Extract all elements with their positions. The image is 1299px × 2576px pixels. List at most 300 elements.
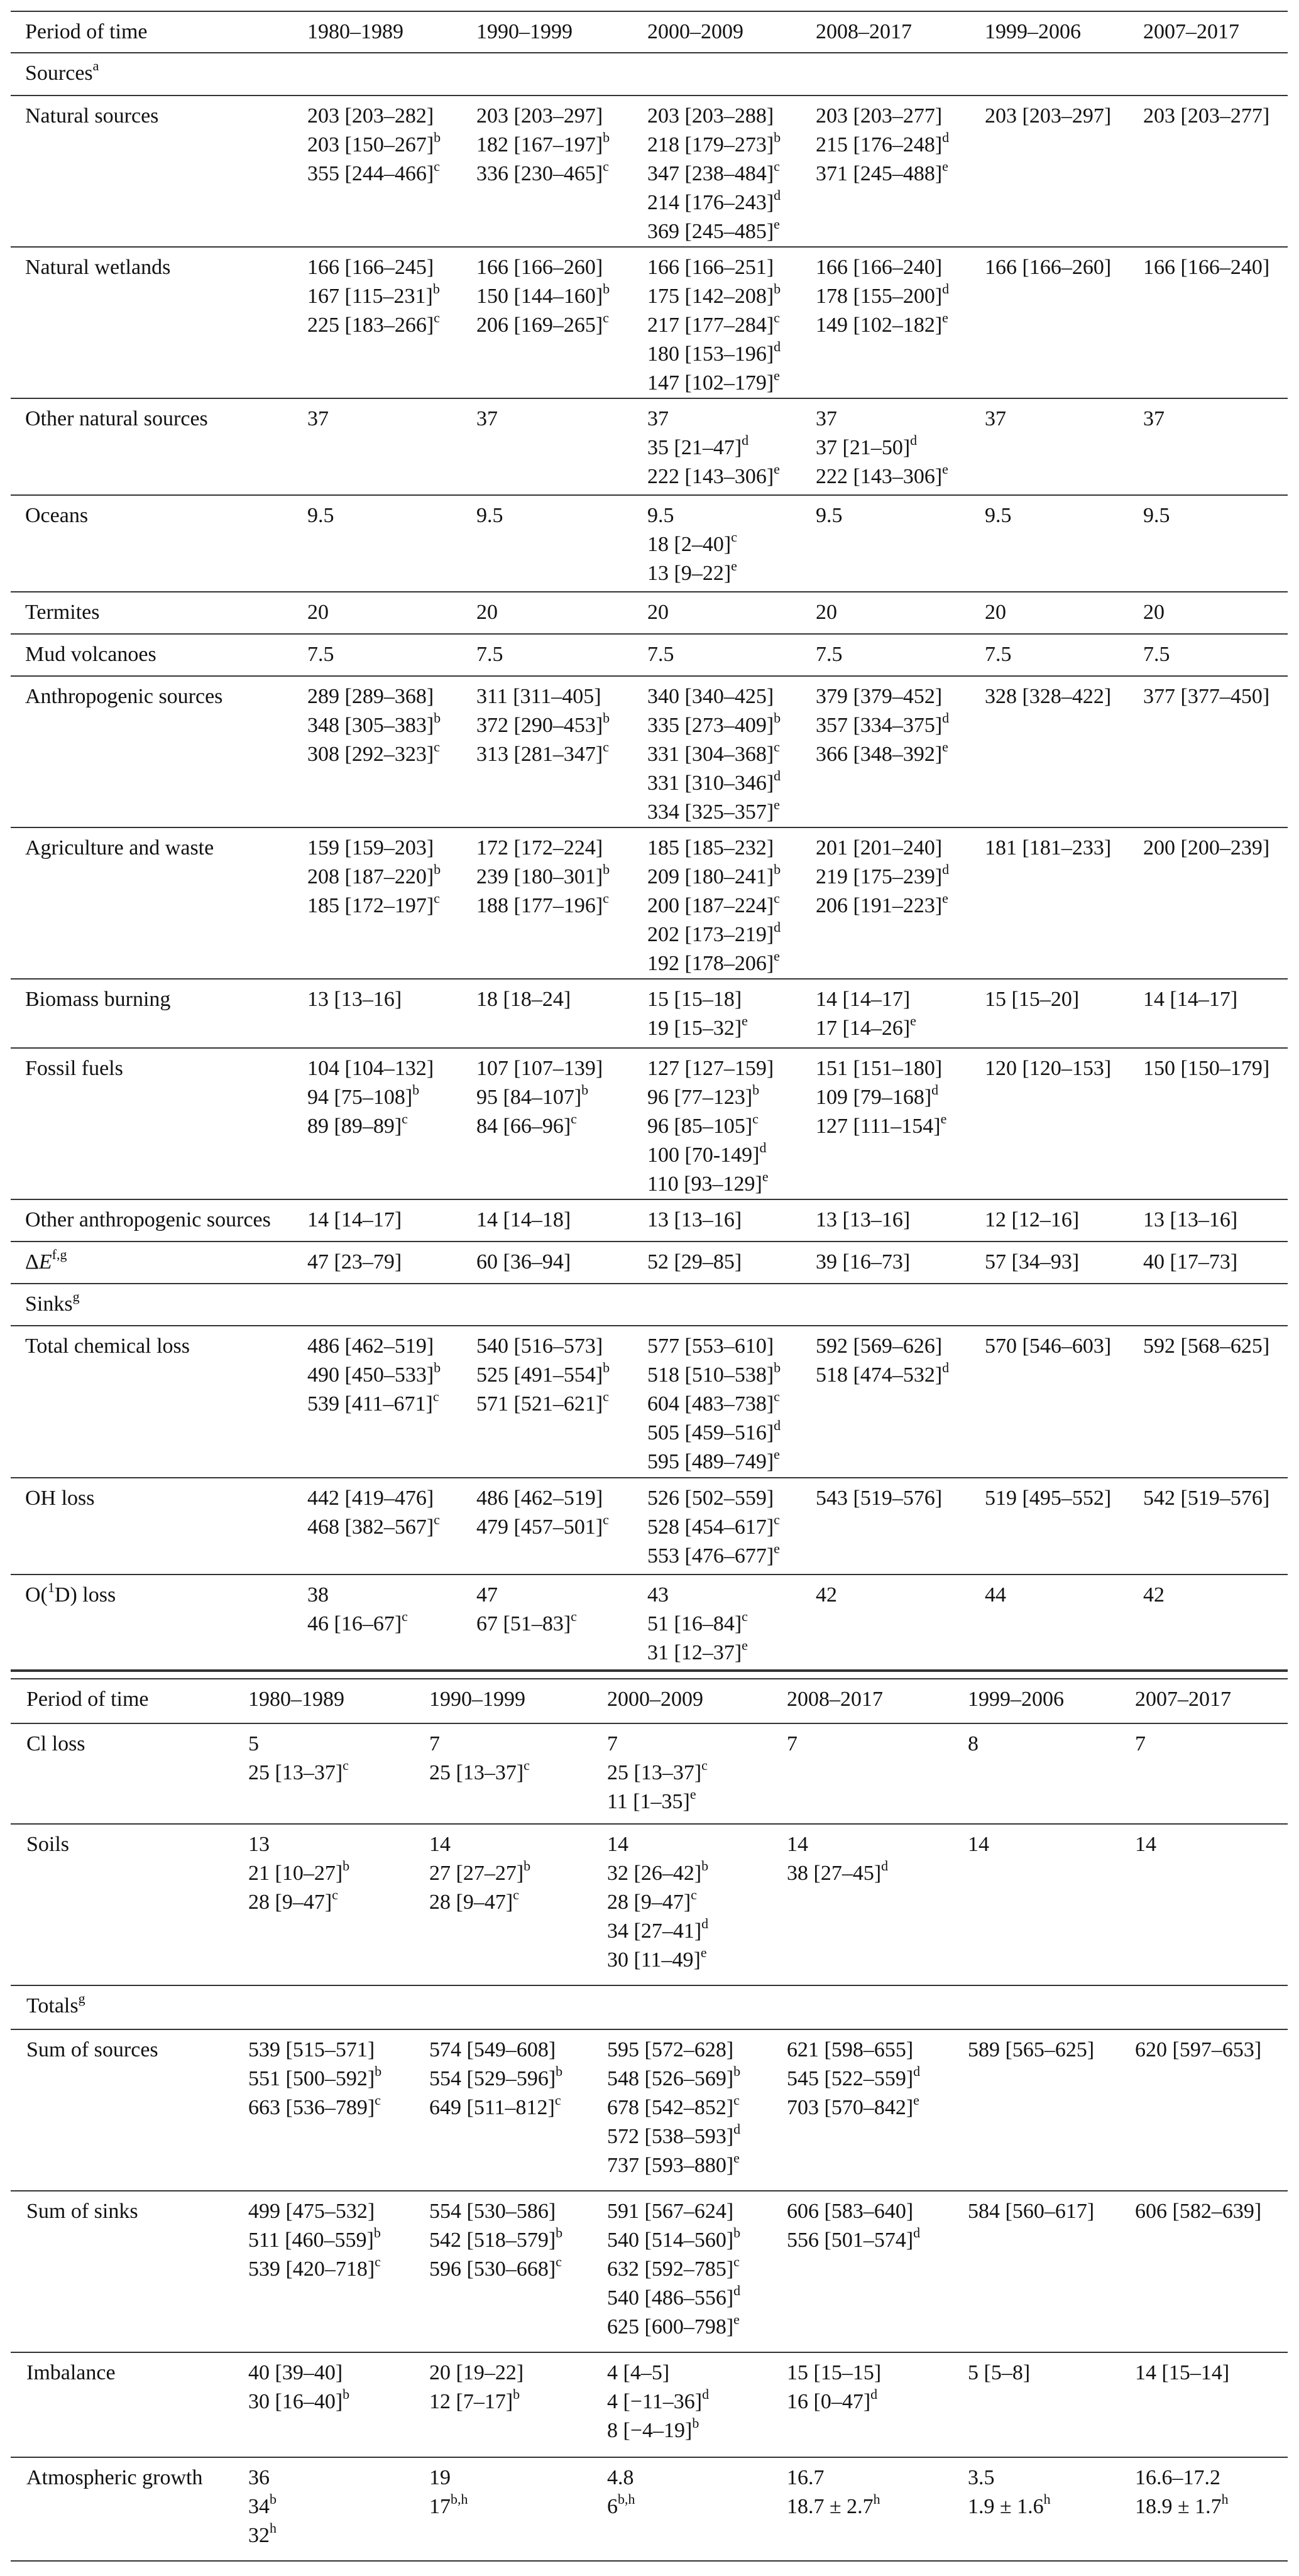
row-label xyxy=(25,834,214,863)
value-cell xyxy=(1143,1206,1237,1235)
table-row xyxy=(11,828,1288,980)
value-cell xyxy=(787,2197,920,2255)
value-cell xyxy=(1143,1054,1269,1083)
value-text: 9.5 xyxy=(816,504,843,527)
footnote-marker: h xyxy=(873,2491,880,2507)
row-label xyxy=(26,1830,69,1859)
table-row xyxy=(11,1200,1288,1242)
table-row xyxy=(11,2353,1288,2458)
value-line xyxy=(1135,2197,1261,2226)
value-text: 9.5 xyxy=(476,504,503,527)
header-period: 1980–1989 xyxy=(248,1688,344,1711)
value-line xyxy=(647,920,781,949)
value-cell xyxy=(476,640,503,669)
value-line xyxy=(1135,2359,1229,2388)
value-cell xyxy=(816,1248,910,1277)
footnote-marker: b xyxy=(523,1857,531,1874)
value-text: 166 [166–260] xyxy=(476,256,603,279)
footnote-marker: d xyxy=(942,129,950,145)
value-cell xyxy=(968,1830,989,1859)
budget-table-part-1 xyxy=(11,11,1288,1672)
value-line xyxy=(248,2464,277,2492)
value-cell xyxy=(1143,102,1269,131)
value-line xyxy=(476,1083,603,1112)
value-line xyxy=(647,188,781,217)
value-line xyxy=(607,1888,708,1917)
value-line xyxy=(1143,1054,1269,1083)
value-text: 528 [454–617] xyxy=(647,1515,774,1539)
value-text: 442 [419–476] xyxy=(307,1487,434,1510)
value-text: 545 [522–559] xyxy=(787,2067,914,2090)
value-line xyxy=(248,1759,349,1787)
value-line xyxy=(647,530,737,559)
value-text: 166 [166–240] xyxy=(1143,256,1270,279)
value-text: 40 [17–73] xyxy=(1143,1250,1238,1274)
value-text: 215 [176–248] xyxy=(816,133,943,156)
footnote-marker: e xyxy=(774,367,780,383)
value-text: 225 [183–266] xyxy=(307,314,434,337)
footnote-marker: d xyxy=(774,919,781,935)
value-line xyxy=(307,1390,441,1419)
value-line xyxy=(647,1083,774,1112)
value-cell xyxy=(429,1830,530,1917)
value-line xyxy=(607,1917,708,1946)
value-cell xyxy=(816,985,916,1043)
footnote-marker: d xyxy=(701,1915,709,1931)
value-line xyxy=(816,462,948,491)
value-cell xyxy=(968,2359,1030,2388)
value-cell xyxy=(647,102,781,246)
value-line xyxy=(607,2122,740,2151)
value-text: 147 [102–179] xyxy=(647,371,774,395)
value-text: 40 [39–40] xyxy=(248,2361,343,2384)
value-line xyxy=(787,1730,797,1759)
value-text: 7 xyxy=(607,1732,618,1755)
value-line xyxy=(248,1859,349,1888)
value-text: 14 [14–18] xyxy=(476,1208,571,1231)
value-line xyxy=(248,2255,381,2284)
value-text: 44 xyxy=(985,1583,1006,1607)
footnote-marker: e xyxy=(774,796,780,812)
footnote-marker: b xyxy=(432,280,440,297)
value-text: 84 [66–96] xyxy=(476,1115,571,1138)
value-text: 347 [238–484] xyxy=(647,162,774,185)
value-text: 20 xyxy=(816,601,837,624)
value-text: 222 [143–306] xyxy=(816,465,943,488)
value-cell xyxy=(429,2359,523,2416)
value-text: 548 [526–569] xyxy=(607,2067,734,2090)
value-text: 28 [9–47] xyxy=(429,1891,513,1914)
value-line xyxy=(307,405,329,434)
footnote-marker: c xyxy=(603,738,609,755)
value-line xyxy=(647,834,781,863)
value-line xyxy=(647,1248,742,1277)
value-text: 100 [70-149] xyxy=(647,1143,760,1167)
table-header-row xyxy=(11,1679,1288,1724)
value-line xyxy=(1143,598,1165,627)
value-line xyxy=(985,682,1111,711)
value-line xyxy=(476,892,610,920)
footnote-marker: b xyxy=(556,2063,563,2079)
value-line xyxy=(787,2226,920,2255)
value-line xyxy=(816,102,949,131)
value-text: 25 [13–37] xyxy=(429,1761,524,1784)
value-line xyxy=(1143,1581,1165,1610)
value-line xyxy=(307,892,441,920)
value-text: 209 [180–241] xyxy=(647,865,774,888)
value-cell xyxy=(816,405,948,491)
value-text: 203 [203–277] xyxy=(816,104,943,128)
footnote-marker: d xyxy=(942,1359,950,1375)
footnote-marker: c xyxy=(571,1608,577,1624)
value-line xyxy=(429,2036,562,2065)
value-text: 7.5 xyxy=(985,643,1012,666)
value-text: 37 xyxy=(1143,407,1165,430)
value-text: 377 [377–450] xyxy=(1143,685,1270,708)
value-text: 203 [203–282] xyxy=(307,104,434,128)
value-line xyxy=(647,131,781,160)
value-line xyxy=(1143,1332,1269,1361)
footnote-marker: e xyxy=(733,2149,740,2166)
footnote-marker: c xyxy=(556,2253,562,2269)
value-text: 556 [501–574] xyxy=(787,2229,914,2252)
value-line xyxy=(1143,405,1165,434)
footnote-marker: h xyxy=(270,2519,277,2536)
row-label xyxy=(25,59,99,88)
table-row xyxy=(11,1049,1288,1200)
value-text: 13 [13–16] xyxy=(1143,1208,1238,1231)
value-line xyxy=(816,434,948,462)
value-line xyxy=(307,253,440,282)
value-line xyxy=(248,1830,349,1859)
value-text: 372 [290–453] xyxy=(476,714,603,737)
label-text: Soils xyxy=(26,1833,70,1856)
value-text: 632 [592–785] xyxy=(607,2257,734,2281)
value-text: 42 xyxy=(816,1583,837,1607)
value-line xyxy=(647,1112,774,1141)
value-cell xyxy=(816,1054,946,1141)
value-line xyxy=(307,740,441,769)
footnote-marker: e xyxy=(733,2311,740,2327)
value-cell xyxy=(307,501,334,530)
value-text: 7.5 xyxy=(647,643,674,666)
value-cell xyxy=(1135,2036,1261,2065)
footnote-marker: b,h xyxy=(451,2491,468,2507)
footnote-marker: b,h xyxy=(618,2491,635,2507)
value-line xyxy=(816,1054,946,1083)
value-cell xyxy=(787,2464,880,2521)
value-line xyxy=(968,2464,1051,2492)
value-text: 14 [15–14] xyxy=(1135,2361,1230,2384)
value-line xyxy=(985,501,1012,530)
label-text: Atmospheric growth xyxy=(26,2466,203,2489)
value-cell xyxy=(307,1332,441,1419)
value-line xyxy=(647,559,737,588)
value-text: 5 [5–8] xyxy=(968,2361,1031,2384)
value-line xyxy=(1143,253,1269,282)
footnote-marker: 1 xyxy=(47,1579,55,1595)
value-line xyxy=(607,2093,740,2122)
value-line xyxy=(1143,1484,1269,1513)
value-cell xyxy=(968,1730,978,1759)
value-text: 17 [14–26] xyxy=(816,1017,911,1040)
footnote-marker: c xyxy=(742,1608,748,1624)
footnote-marker: c xyxy=(731,528,737,545)
value-text: 30 [16–40] xyxy=(248,2390,343,2413)
value-line xyxy=(985,985,1079,1014)
value-line xyxy=(816,598,837,627)
footnote-marker: c xyxy=(432,1388,439,1404)
footnote-marker: g xyxy=(72,1288,80,1304)
value-line xyxy=(985,598,1006,627)
value-text: 16.7 xyxy=(787,2466,825,2489)
value-cell xyxy=(647,1206,742,1235)
label-text: Mud volcanoes xyxy=(25,643,156,666)
value-text: 38 [27–45] xyxy=(787,1862,882,1885)
footnote-marker: c xyxy=(733,2253,740,2269)
footnote-marker: b xyxy=(373,2224,381,2240)
value-text: 175 [142–208] xyxy=(647,285,774,308)
value-line xyxy=(307,282,440,311)
value-cell xyxy=(429,2464,468,2521)
value-line xyxy=(248,2492,277,2521)
value-cell xyxy=(647,985,748,1043)
row-label xyxy=(25,1290,80,1319)
footnote-marker: b xyxy=(774,861,781,877)
value-text: 328 [328–422] xyxy=(985,685,1112,708)
label-text: Sum of sources xyxy=(26,2038,158,2061)
footnote-marker: d xyxy=(931,1081,939,1098)
value-cell xyxy=(647,501,737,588)
value-line xyxy=(647,369,781,398)
value-line xyxy=(476,1513,609,1542)
value-text: 11 [1–35] xyxy=(607,1790,690,1813)
footnote-marker: c xyxy=(523,1757,530,1773)
value-text: 51 [16–84] xyxy=(647,1612,742,1635)
value-text: 592 [568–625] xyxy=(1143,1334,1270,1358)
value-cell xyxy=(429,2197,562,2284)
footnote-marker: b xyxy=(343,1857,350,1874)
value-line xyxy=(429,1830,530,1859)
value-text: 47 [23–79] xyxy=(307,1250,402,1274)
table-body-part-1 xyxy=(11,53,1288,1672)
value-text: 25 [13–37] xyxy=(607,1761,702,1784)
value-line xyxy=(1143,640,1170,669)
value-line xyxy=(787,2093,920,2122)
header-period: 2000–2009 xyxy=(647,20,743,43)
value-text: 27 [27–27] xyxy=(429,1862,524,1885)
footnote-marker: b xyxy=(752,1081,760,1098)
value-text: 9.5 xyxy=(1143,504,1170,527)
footnote-marker: e xyxy=(942,738,948,755)
value-text: 571 [521–621] xyxy=(476,1392,603,1416)
value-line xyxy=(647,1170,774,1199)
value-text: 166 [166–251] xyxy=(647,256,774,279)
footnote-marker: g xyxy=(78,1990,85,2006)
footnote-marker: b xyxy=(692,2415,699,2431)
value-line xyxy=(647,160,781,188)
value-text: 505 [459–516] xyxy=(647,1421,774,1444)
value-cell xyxy=(968,2197,1094,2226)
value-cell xyxy=(1143,640,1170,669)
value-line xyxy=(968,2359,1030,2388)
value-text: 331 [304–368] xyxy=(647,743,774,766)
value-text: 7 xyxy=(1135,1732,1146,1755)
header-period: 2007–2017 xyxy=(1143,20,1239,43)
value-cell xyxy=(476,834,610,920)
header-label: Period of time xyxy=(26,1688,149,1711)
value-cell xyxy=(985,501,1012,530)
value-text: 606 [583–640] xyxy=(787,2200,914,2223)
value-line xyxy=(647,892,781,920)
value-cell xyxy=(647,682,781,827)
value-line xyxy=(1135,1730,1146,1759)
footnote-marker: e xyxy=(774,216,780,232)
value-text: 584 [560–617] xyxy=(968,2200,1095,2223)
value-text: 109 [79–168] xyxy=(816,1086,932,1109)
value-cell xyxy=(476,682,610,769)
footnote-marker: b xyxy=(270,2491,277,2507)
value-cell xyxy=(307,102,441,188)
value-text: 38 xyxy=(307,1583,329,1607)
value-text: 551 [500–592] xyxy=(248,2067,375,2090)
value-line xyxy=(307,131,441,160)
value-text: 25 [13–37] xyxy=(248,1761,343,1784)
footnote-marker: e xyxy=(913,2092,919,2108)
value-line xyxy=(787,1830,888,1859)
footnote-marker: d xyxy=(942,280,950,297)
value-line xyxy=(476,1248,571,1277)
value-line xyxy=(787,2464,880,2492)
label-text: Natural wetlands xyxy=(25,256,171,279)
footnote-marker: c xyxy=(332,1886,338,1902)
value-text: 4 [−11–36] xyxy=(607,2390,703,2413)
footnote-marker: c xyxy=(434,738,440,755)
header-period: 2007–2017 xyxy=(1135,1688,1231,1711)
value-text: 16.6–17.2 xyxy=(1135,2466,1220,2489)
value-text: 178 [155–200] xyxy=(816,285,943,308)
value-cell xyxy=(1143,834,1269,863)
value-cell xyxy=(787,1730,797,1759)
value-text: 518 [510–538] xyxy=(647,1363,774,1387)
value-line xyxy=(647,1014,748,1043)
footnote-marker: b xyxy=(603,1359,610,1375)
label-text: Total chemical loss xyxy=(25,1334,190,1358)
value-cell xyxy=(307,640,334,669)
value-text: 542 [518–579] xyxy=(429,2229,556,2252)
value-text: 32 [26–42] xyxy=(607,1862,702,1885)
value-line xyxy=(607,2255,740,2284)
value-line xyxy=(476,501,503,530)
footnote-marker: c xyxy=(375,2253,381,2269)
value-text: 335 [273–409] xyxy=(647,714,774,737)
value-line xyxy=(1143,985,1237,1014)
value-text: 525 [491–554] xyxy=(476,1363,603,1387)
footnote-marker: e xyxy=(942,309,948,325)
value-line xyxy=(429,1730,530,1759)
value-line xyxy=(307,160,441,188)
value-line xyxy=(429,2093,562,2122)
value-line xyxy=(985,405,1006,434)
footnote-marker: c xyxy=(603,1511,609,1527)
value-text: 181 [181–233] xyxy=(985,836,1112,860)
value-line xyxy=(476,311,610,340)
value-cell xyxy=(647,253,781,398)
header-period: 2000–2009 xyxy=(607,1688,703,1711)
value-cell xyxy=(307,1248,402,1277)
value-line xyxy=(647,1361,781,1390)
value-text: 218 [179–273] xyxy=(647,133,774,156)
footnote-marker: d xyxy=(742,432,749,448)
footnote-marker: c xyxy=(571,1110,577,1127)
value-text: 19 [15–32] xyxy=(647,1017,742,1040)
value-cell xyxy=(985,1332,1111,1361)
value-cell xyxy=(307,682,441,769)
value-cell xyxy=(985,985,1079,1014)
value-cell xyxy=(985,598,1006,627)
value-line xyxy=(816,160,949,188)
label-text: Cl loss xyxy=(26,1732,85,1755)
footnote-marker: d xyxy=(942,861,950,877)
value-cell xyxy=(1143,1332,1269,1361)
value-cell xyxy=(1135,1830,1156,1859)
value-cell xyxy=(307,1054,434,1141)
value-text: 150 [150–179] xyxy=(1143,1057,1270,1080)
footnote-marker: c xyxy=(554,2092,561,2108)
value-line xyxy=(607,2388,709,2416)
value-line xyxy=(647,798,781,827)
value-cell xyxy=(985,253,1111,282)
value-line xyxy=(307,1332,441,1361)
value-line xyxy=(787,2065,920,2093)
value-line xyxy=(1135,2036,1261,2065)
value-text: 37 xyxy=(647,407,669,430)
value-text: 539 [420–718] xyxy=(248,2257,375,2281)
label-text: Oceans xyxy=(25,504,89,527)
value-line xyxy=(307,102,441,131)
footnote-marker: e xyxy=(942,158,948,174)
value-text: 182 [167–197] xyxy=(476,133,603,156)
label-text: Agriculture and waste xyxy=(25,836,214,860)
value-cell xyxy=(816,682,949,769)
value-text: 96 [85–105] xyxy=(647,1115,753,1138)
value-line xyxy=(248,2036,381,2065)
value-cell xyxy=(607,1730,708,1816)
value-line xyxy=(1143,501,1170,530)
label-text: Sources xyxy=(25,62,93,85)
value-cell xyxy=(476,405,498,434)
value-line xyxy=(429,2255,562,2284)
value-text: 7.5 xyxy=(307,643,334,666)
value-text: 340 [340–425] xyxy=(647,685,774,708)
value-cell xyxy=(816,1484,942,1513)
value-text: 311 [311–405] xyxy=(476,685,601,708)
value-text: 366 [348–392] xyxy=(816,743,943,766)
value-cell xyxy=(607,2359,709,2445)
value-line xyxy=(248,2226,381,2255)
value-line xyxy=(1143,682,1269,711)
value-text: 18 [18–24] xyxy=(476,988,571,1011)
row-label xyxy=(26,2359,116,2388)
value-line xyxy=(647,740,781,769)
value-cell xyxy=(307,834,441,920)
footnote-marker: d xyxy=(774,1417,781,1433)
value-text: 577 [553–610] xyxy=(647,1334,774,1358)
footnote-marker: d xyxy=(870,2386,878,2402)
value-text: 540 [514–560] xyxy=(607,2229,734,2252)
value-cell xyxy=(476,253,610,340)
value-text: 202 [173–219] xyxy=(647,923,774,946)
